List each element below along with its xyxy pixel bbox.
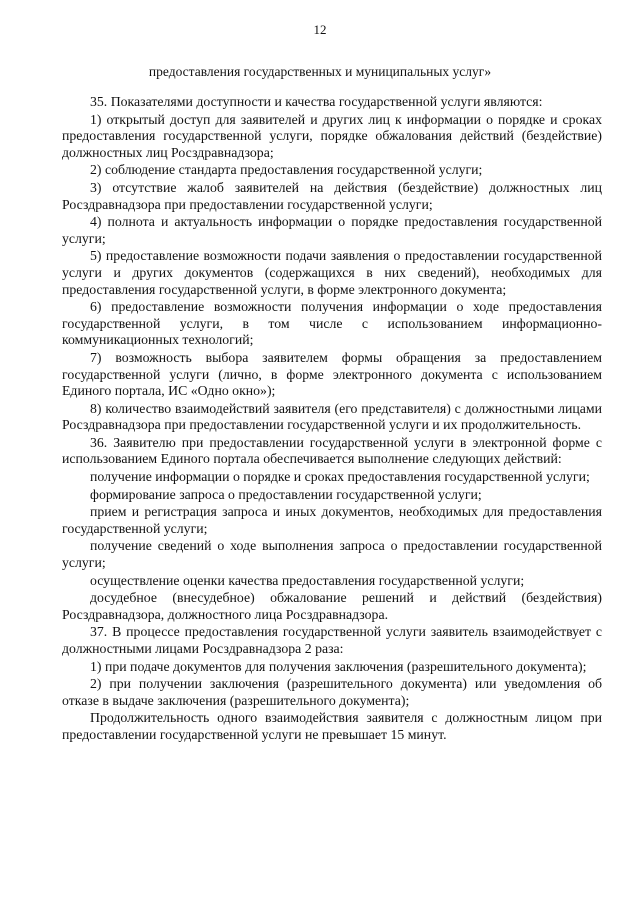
paragraph: 8) количество взаимодействий заявителя (его представителя) с должностными лицами Росздравнадзора при предоставлении государственной услуги и их продолжительность. <box>62 400 602 433</box>
paragraph: 3) отсутствие жалоб заявителей на действия (бездействие) должностных лиц Росздравнадзора при предоставлении государственной услуги; <box>62 179 602 212</box>
paragraph: 35. Показателями доступности и качества государственной услуги являются: <box>90 94 543 109</box>
paragraph: 1) открытый доступ для заявителей и других лиц к информации о порядке и сроках предоставления государственной услуги, порядке обжалования действий (бездействие) должностных лиц Росздравнадзора; <box>62 111 602 160</box>
paragraph: досудебное (внесудебное) обжалование решений и действий (бездействия) Росздравнадзора, должностного лица Росздравнадзора. <box>62 590 602 622</box>
paragraph: получение информации о порядке и сроках предоставления государственной услуги; <box>90 469 590 485</box>
page-number: 12 <box>313 22 327 37</box>
paragraph: 2) при получении заключения (разрешительного документа) или уведомления об отказе в выдаче заключения (разрешительного документа); <box>62 676 602 708</box>
paragraph: 5) предоставление возможности подачи заявления о предоставлении государственной услуги и других документов (содержащихся в них сведений), необходимых для предоставления государственной услуги, в форме электронного документа; <box>62 248 602 297</box>
paragraph: получение сведений о ходе выполнения запроса о предоставлении государственной услуги; <box>62 538 602 571</box>
paragraph: 6) предоставление возможности получения информации о ходе предоставления государственной услуги, в том числе с использованием информационно-коммуникационных технологий; <box>62 299 602 348</box>
paragraph: осуществление оценки качества предоставления государственной услуги; <box>90 572 525 588</box>
paragraph: 4) полнота и актуальность информации о порядке предоставления государственной услуги; <box>62 214 602 246</box>
paragraph: 7) возможность выбора заявителем формы обращения за предоставлением государственной услуги (лично, в форме электронного документа с использованием Единого портала, ИС «Одно окно»); <box>62 349 602 399</box>
paragraph: 37. В процессе предоставления государственной услуги заявитель взаимодействует с должностными лицами Росздравнадзора 2 раза: <box>62 624 602 656</box>
paragraph: Продолжительность одного взаимодействия заявителя с должностным лицом при предоставлении государственной услуги не превышает 15 минут. <box>62 710 602 742</box>
heading-continuation: предоставления государственных и муниципальных услуг» <box>148 64 492 79</box>
document-body <box>62 94 602 744</box>
paragraph: прием и регистрация запроса и иных документов, необходимых для предоставления государственной услуги; <box>62 504 602 536</box>
paragraph: 36. Заявителю при предоставлении государственной услуги в электронной форме с использованием Единого портала обеспечивается выполнение следующих действий: <box>62 434 602 467</box>
paragraph: 2) соблюдение стандарта предоставления государственной услуги; <box>90 162 483 178</box>
paragraph: 1) при подаче документов для получения заключения (разрешительного документа); <box>90 658 587 674</box>
paragraph: формирование запроса о предоставлении государственной услуги; <box>90 486 482 502</box>
